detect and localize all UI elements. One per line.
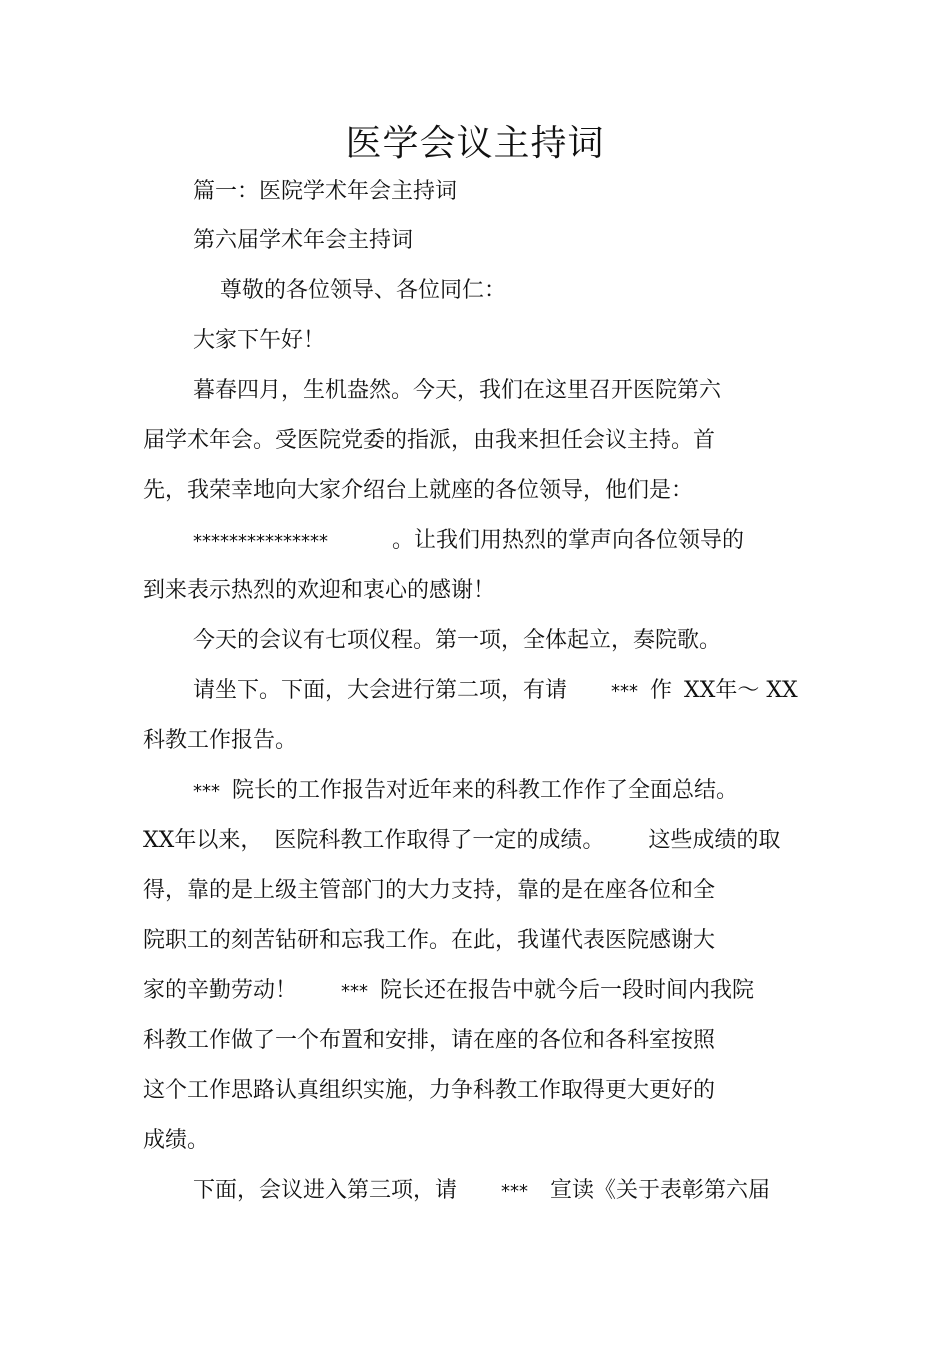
item2-verb: 作 — [650, 678, 673, 703]
paragraph-line: 科教工作做了一个布置和安排，请在座的各位和各科室按照 — [143, 1028, 716, 1053]
future-plan: 院长还在报告中就今后一段时间内我院 — [380, 978, 755, 1003]
paragraph-line: 届学术年会。受医院党委的指派，由我来担任会议主持。首 — [143, 428, 716, 453]
paragraph-line: 暮春四月，生机盎然。今天，我们在这里召开医院第六 — [193, 378, 722, 403]
document-title: 医学会议主持词 — [345, 123, 605, 164]
report-summary: 院长的工作报告对近年来的科教工作作了全面总结。 — [232, 778, 739, 803]
salutation: 尊敬的各位领导、各位同仁： — [220, 278, 507, 303]
paragraph-line: 这个工作思路认真组织实施，力争科教工作取得更大更好的 — [143, 1078, 716, 1103]
paragraph-line — [193, 776, 738, 807]
paragraph-line: 今天的会议有七项仪程。第一项，全体起立，奏院歌。 — [193, 628, 722, 653]
placeholder-stars: *** — [501, 1181, 529, 1202]
xx-since: XX年以来， — [143, 828, 263, 853]
placeholder-stars: *** — [611, 681, 639, 702]
placeholder-stars: *** — [193, 781, 220, 802]
paragraph-line: 院职工的刻苦钻研和忘我工作。在此，我谨代表医院感谢大 — [143, 928, 716, 953]
paragraph-line — [193, 1176, 770, 1207]
placeholder-stars: *** — [341, 981, 369, 1002]
paragraph-line — [143, 826, 780, 856]
paragraph-line: 成绩。 — [143, 1128, 210, 1153]
placeholder-stars: *************** — [193, 531, 328, 552]
section-heading: 篇一：医院学术年会主持词 — [193, 179, 458, 204]
paragraph-line: 到来表示热烈的欢迎和衷心的感谢！ — [143, 578, 496, 603]
achievement: 医院科教工作取得了一定的成绩。 — [274, 828, 605, 853]
paragraph-line — [193, 676, 798, 707]
thanks-text: 家的辛勤劳动！ — [143, 978, 298, 1003]
item2-text: 请坐下。下面，大会进行第二项，有请 — [193, 678, 568, 703]
paragraph-line: 科教工作报告。 — [143, 728, 298, 753]
paragraph-line — [193, 526, 744, 557]
greeting: 大家下午好！ — [193, 328, 326, 353]
applause-text: 。让我们用热烈的掌声向各位领导的 — [392, 528, 745, 553]
paragraph-line: 先，我荣幸地向大家介绍台上就座的各位领导，他们是： — [143, 478, 694, 503]
subtitle: 第六届学术年会主持词 — [193, 228, 414, 253]
these-results: 这些成绩的取 — [648, 828, 781, 853]
item3-reading: 宣读《关于表彰第六届 — [550, 1178, 771, 1203]
item3-text: 下面，会议进入第三项，请 — [193, 1178, 458, 1203]
paragraph-line: 得，靠的是上级主管部门的大力支持，靠的是在座各位和全 — [143, 878, 716, 903]
paragraph-line — [143, 976, 754, 1007]
year-range: XX年～ XX — [684, 678, 798, 703]
